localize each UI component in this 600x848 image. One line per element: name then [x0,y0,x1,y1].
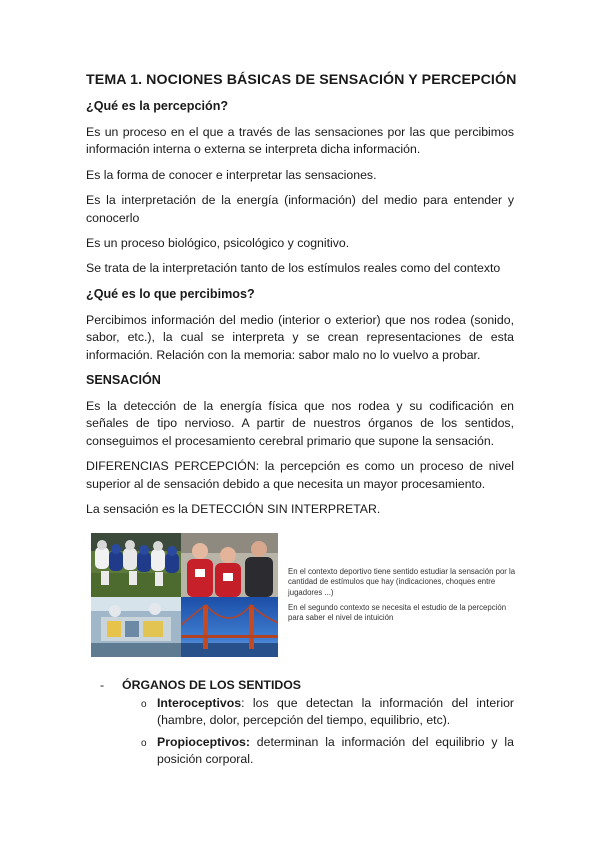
people-photo [181,533,278,597]
photo-collage [91,533,278,657]
term: Propioceptivos: [157,734,250,749]
term: Interoceptivos [157,695,242,710]
document-page [86,68,517,773]
paragraph: Es un proceso en el que a través de las sensaciones por las que percibimos información interna o externa se interpreta dicha información. [86,125,514,157]
circle-bullet-icon: o [141,698,147,710]
question-perception: ¿Qué es la percepción? [86,99,229,113]
paragraph: Es un proceso biológico, psicológico y cognitivo. [86,236,350,251]
section-heading-sensation: SENSACIÓN [86,373,161,388]
list-heading-text: ÓRGANOS DE LOS SENTIDOS [122,677,302,692]
figure-caption: En el segundo contexto se necesita el estudio de la percepción para saber el nivel de intuición [288,602,507,622]
paragraph: DIFERENCIAS PERCEPCIÓN: la percepción es como un proceso de nivel superior al de sensación debido a que necesita un mayor procesamiento. [86,459,514,491]
list-item [86,734,514,769]
paragraph: Es la forma de conocer e interpretar las sensaciones. [86,167,377,182]
paragraph: Se trata de la interpretación tanto de los estímulos reales como del contexto [86,261,501,276]
football-photo [91,533,181,597]
laboratory-photo [91,597,181,657]
dash-bullet: - [100,677,105,692]
paragraph: La sensación es la DETECCIÓN SIN INTERPRETAR. [86,502,381,517]
paragraph: Percibimos información del medio (interior o exterior) que nos rodea (sonido, sabor, etc.), la cual se interpreta y se crean representaciones de esta información. Relación con la memoria: sabor malo no lo vuelvo a probar. [86,312,514,362]
list-item [86,695,514,730]
definition: determinan la información del equilibrio y la posición corporal. [157,734,514,767]
list-heading [86,677,514,694]
document-title: TEMA 1. NOCIONES BÁSICAS DE SENSACIÓN Y PERCEPCIÓN [86,72,517,88]
figure [86,533,514,657]
circle-bullet-icon: o [141,737,147,749]
question-what-we-perceive: ¿Qué es lo que percibimos? [86,286,255,301]
sense-organs-list [86,677,514,769]
paragraph: Es la interpretación de la energía (información) del medio para entender y conocerlo [86,193,514,225]
definition: : los que detectan la información del interior (hambre, dolor, percepción del tiempo, equilibrio, etc). [157,695,514,728]
figure-caption: En el contexto deportivo tiene sentido estudiar la sensación por la cantidad de estímulos que hay (indicaciones, choques entre jugadores ...) [288,566,516,597]
bridge-photo [181,597,278,657]
paragraph: Es la detección de la energía física que nos rodea y su codificación en señales de tipo nervioso. A partir de nuestros órganos de los sentidos, conseguimos el procesamiento cerebral primario que supone la sensación. [86,399,514,448]
